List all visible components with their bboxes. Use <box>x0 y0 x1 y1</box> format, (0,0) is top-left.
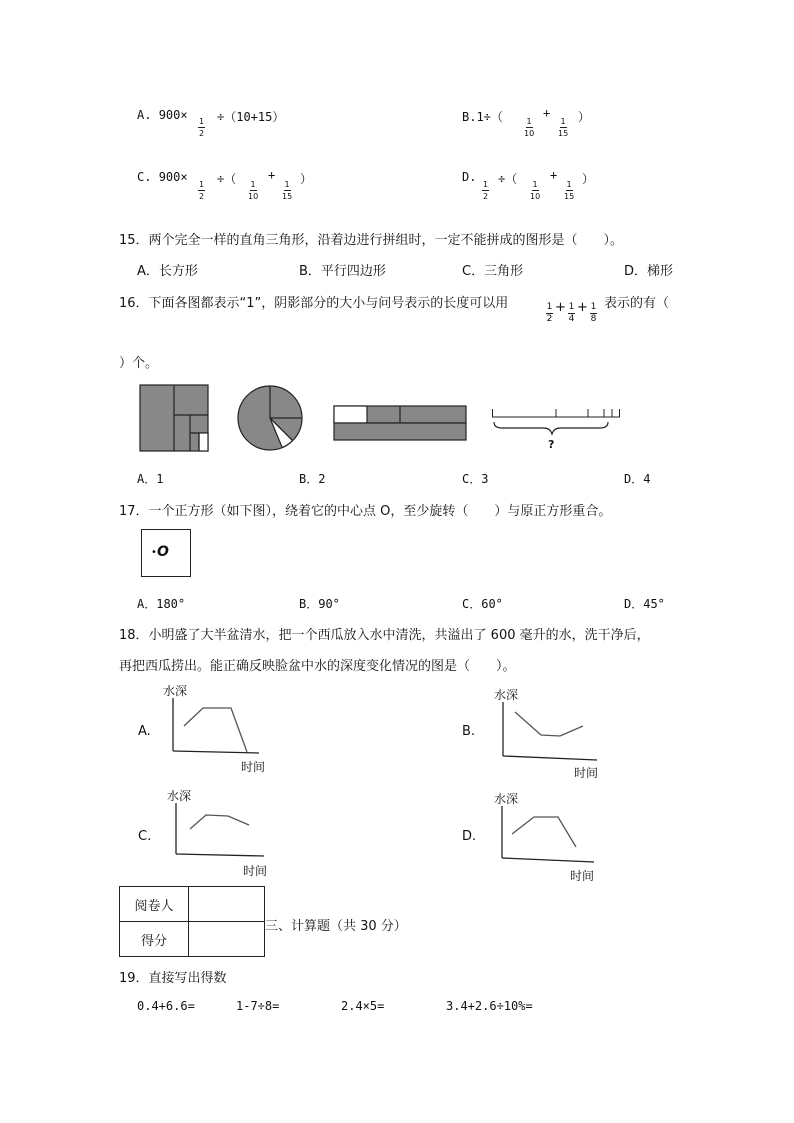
q15-option-a: A．长方形 <box>137 264 198 279</box>
graph-d <box>494 806 602 866</box>
graph-d-ylabel: 水深 <box>494 792 519 806</box>
q14-option-c-op: ÷（ <box>217 172 237 186</box>
graph-b <box>495 702 605 766</box>
fraction: 1 4 <box>568 302 575 324</box>
q16-text-line2: ）个。 <box>119 356 159 371</box>
q19-text: 19．直接写出得数 <box>119 971 227 986</box>
q14-option-a-tail: ÷（10+15） <box>217 110 285 124</box>
reviewer-field[interactable] <box>189 887 265 922</box>
graph-a-label: A. <box>138 724 151 739</box>
graph-a <box>165 698 265 758</box>
fraction: 1 8 <box>590 302 597 324</box>
graph-d-xlabel: 时间 <box>570 869 595 883</box>
fraction: 1 10 <box>524 117 535 138</box>
q18-text-line2: 再把西瓜捞出。能正确反映脸盆中水的深度变化情况的图是（ ）。 <box>119 659 516 674</box>
q17-square <box>141 529 191 577</box>
q16-figure-square <box>140 385 208 451</box>
q19-item: 1-7÷8= <box>236 999 280 1013</box>
q18-text-line1: 18．小明盛了大半盆清水，把一个西瓜放入水中清洗，共溢出了 600 毫升的水，洗干净后， <box>119 628 650 643</box>
center-label: O <box>157 544 169 560</box>
q16-text-tail: 表示的有（ <box>604 296 670 311</box>
q14-option-a: A. 900× <box>137 108 188 122</box>
graph-d-label: D. <box>462 829 477 844</box>
fraction: 1 15 <box>558 117 569 138</box>
q17-option-a: A．180° <box>137 597 186 611</box>
q16-figure-circle <box>237 385 303 451</box>
plus-sign: + <box>550 168 558 182</box>
q17-option-c: C．60° <box>462 597 503 611</box>
close-paren: ） <box>582 172 595 186</box>
score-field[interactable] <box>189 922 265 957</box>
section-title: 三、计算题（共 30 分） <box>265 919 407 934</box>
center-dot: • <box>151 547 157 558</box>
q19-item: 3.4+2.6÷10%= <box>446 999 533 1013</box>
fraction: 1 10 <box>248 180 259 201</box>
graph-c <box>168 803 268 861</box>
plus-sign: + <box>268 168 276 182</box>
q14-option-d: D. <box>462 170 477 184</box>
fraction: 1 2 <box>482 180 489 201</box>
reviewer-label: 阅卷人 <box>120 887 189 922</box>
q17-text: 17．一个正方形（如下图），绕着它的中心点 O，至少旋转（ ）与原正方形重合。 <box>119 504 612 519</box>
plus-sign: + <box>577 300 588 315</box>
q14-option-b: B.1÷（ <box>462 110 503 124</box>
q16-option-b: B．2 <box>299 472 326 486</box>
fraction: 1 15 <box>282 180 293 201</box>
graph-a-xlabel: 时间 <box>241 760 266 774</box>
q14-option-d-op: ÷（ <box>498 172 518 186</box>
graph-a-ylabel: 水深 <box>163 684 188 698</box>
q16-option-a: A．1 <box>137 472 164 486</box>
fraction: 1 15 <box>564 180 575 201</box>
plus-sign: + <box>543 106 551 120</box>
close-paren: ） <box>578 110 591 124</box>
q15-option-c: C．三角形 <box>462 264 524 279</box>
q14-option-c: C. 900× <box>137 170 188 184</box>
close-paren: ） <box>300 172 313 186</box>
graph-b-ylabel: 水深 <box>494 688 519 702</box>
q15-option-b: B．平行四边形 <box>299 264 386 279</box>
q15-option-d: D．梯形 <box>624 264 674 279</box>
q19-item: 0.4+6.6= <box>137 999 195 1013</box>
q15-text: 15．两个完全一样的直角三角形，沿着边进行拼组时，一定不能拼成的图形是（ ）。 <box>119 233 624 248</box>
score-label: 得分 <box>120 922 189 957</box>
fraction: 1 2 <box>198 117 205 138</box>
graph-c-xlabel: 时间 <box>243 864 268 878</box>
q17-option-b: B．90° <box>299 597 340 611</box>
graph-c-label: C. <box>138 829 152 844</box>
q16-option-d: D．4 <box>624 472 651 486</box>
plus-sign: + <box>555 300 566 315</box>
score-box <box>119 886 265 957</box>
question-mark: ? <box>548 438 555 451</box>
q17-option-d: D．45° <box>624 597 665 611</box>
fraction: 1 2 <box>198 180 205 201</box>
fraction: 1 10 <box>530 180 541 201</box>
q16-option-c: C．3 <box>462 472 489 486</box>
graph-b-label: B. <box>462 724 476 739</box>
fraction: 1 2 <box>546 302 553 324</box>
graph-b-xlabel: 时间 <box>574 766 599 780</box>
q16-text: 16．下面各图都表示“1”，阴影部分的大小与问号表示的长度可以用 <box>119 296 509 311</box>
q19-item: 2.4×5= <box>341 999 385 1013</box>
q16-figure-bars <box>334 406 466 440</box>
graph-c-ylabel: 水深 <box>167 789 192 803</box>
q16-figure-number-line <box>492 404 622 454</box>
